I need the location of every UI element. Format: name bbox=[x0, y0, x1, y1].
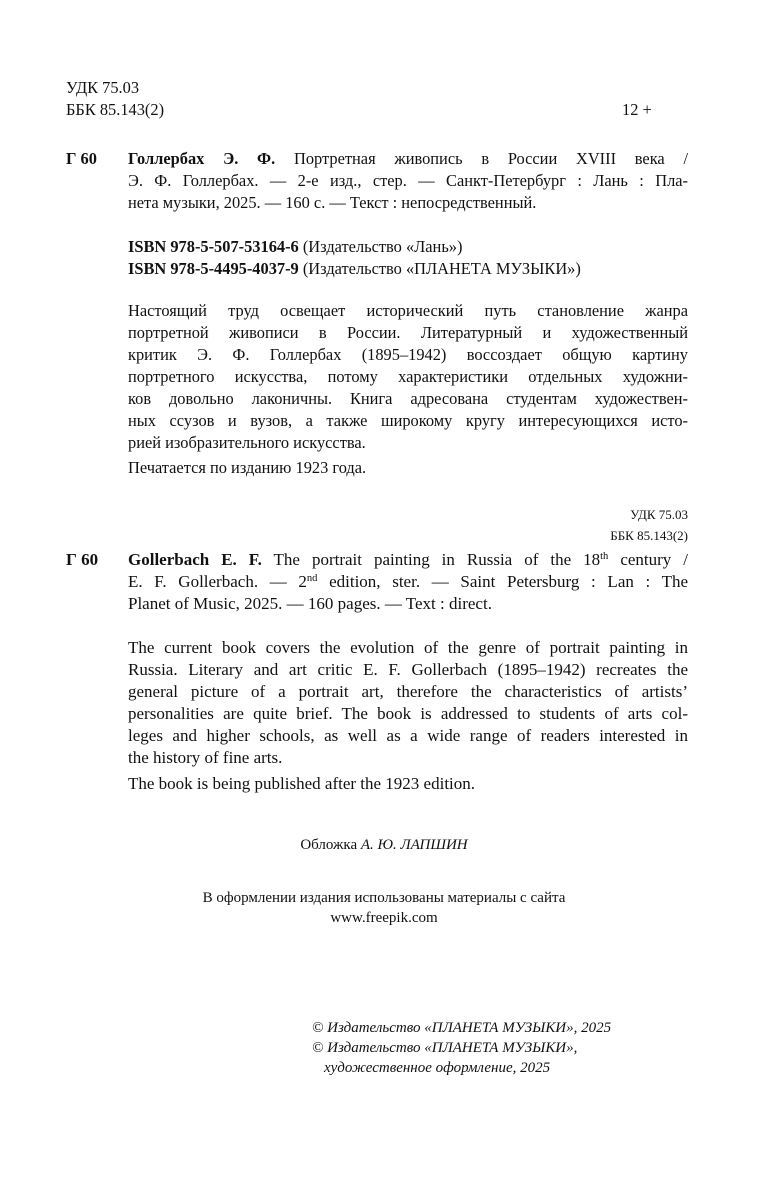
materials-note-url: www.freepik.com bbox=[330, 910, 438, 926]
ru-index-text: Г 60 bbox=[66, 149, 97, 168]
copyright-line-1: © Издательство «ПЛАНЕТА МУЗЫКИ», 2025 bbox=[312, 1020, 612, 1036]
en-abstract-line: the history of fine arts. bbox=[128, 748, 283, 767]
cover-designer-name: А. Ю. ЛАПШИН bbox=[360, 837, 468, 853]
ru-reprint-note: Печатается по изданию 1923 года. bbox=[128, 458, 367, 477]
en-index bbox=[66, 549, 98, 571]
ru-abstract-line: рией изобразительного искусства. bbox=[128, 433, 366, 452]
ru-abstract bbox=[128, 300, 688, 454]
ru-index bbox=[66, 148, 97, 170]
copyright-line-3: художественное оформление, 2025 bbox=[324, 1060, 551, 1076]
en-title-end: century / bbox=[620, 550, 688, 569]
cover-credit-label: Обложка bbox=[300, 837, 358, 853]
ru-author: Голлербах Э. Ф. bbox=[128, 149, 276, 168]
en-abstract-line: personalities are quite brief. The book is addressed to students of arts col- bbox=[128, 704, 688, 723]
en-edition-part: E. F. Gollerbach. — 2 bbox=[128, 572, 307, 591]
ru-entry-line-1 bbox=[128, 148, 688, 170]
cover-credit bbox=[0, 835, 768, 855]
en-entry-line-1 bbox=[128, 549, 688, 571]
en-bibliographic-entry bbox=[128, 549, 688, 615]
en-edition-end: edition, ster. — Saint Petersburg : Lan : The bbox=[329, 572, 689, 591]
ru-entry-line-3: нета музыки, 2025. — 160 с. — Текст : непосредственный. bbox=[128, 193, 537, 212]
copyright-line-2: © Издательство «ПЛАНЕТА МУЗЫКИ», bbox=[312, 1040, 578, 1056]
ru-bibliographic-entry bbox=[128, 148, 688, 214]
ru-isbn-2 bbox=[128, 258, 581, 280]
en-abstract-line: The current book covers the evolution of the genre of portrait painting in bbox=[128, 638, 688, 657]
ru-abstract-line: портретного искусства, потому характеристики отдельных художни- bbox=[128, 367, 688, 386]
isbn-1-publisher: (Издательство «Лань») bbox=[302, 237, 463, 256]
isbn-2-publisher: (Издательство «ПЛАНЕТА МУЗЫКИ») bbox=[302, 259, 581, 278]
en-title-sup: th bbox=[600, 551, 609, 563]
en-abstract bbox=[128, 637, 688, 769]
isbn-1-number: ISBN 978-5-507-53164-6 bbox=[128, 237, 299, 256]
copyright-block bbox=[312, 1018, 611, 1078]
ru-entry-line-2: Э. Ф. Голлербах. — 2-е изд., стер. — Санкт-Петербург : Лань : Пла- bbox=[128, 171, 688, 190]
en-abstract-line: Russia. Literary and art critic E. F. Gollerbach (1895–1942) recreates the bbox=[128, 660, 688, 679]
udk-top: УДК 75.03 bbox=[66, 78, 140, 97]
bbk-mid: ББК 85.143(2) bbox=[610, 528, 688, 543]
en-entry-line-2 bbox=[128, 571, 688, 593]
en-title-part: The portrait painting in Russia of the 18 bbox=[273, 550, 601, 569]
ru-abstract-line: критик Э. Ф. Голлербах (1895–1942) воссоздает общую картину bbox=[128, 345, 688, 364]
en-index-text: Г 60 bbox=[66, 550, 99, 569]
en-abstract-line: general picture of a portrait art, therefore the characteristics of artists’ bbox=[128, 682, 688, 701]
en-entry-line-3: Planet of Music, 2025. — 160 pages. — Text : direct. bbox=[128, 594, 492, 613]
ru-isbn-1 bbox=[128, 236, 581, 258]
bbk-top: ББК 85.143(2) bbox=[66, 100, 165, 119]
isbn-2-number: ISBN 978-5-4495-4037-9 bbox=[128, 259, 299, 278]
ru-isbn-block bbox=[128, 236, 581, 280]
ru-title: Портретная живопись в России XVIII века / bbox=[294, 149, 689, 168]
ru-abstract-line: ных ссузов и вузов, а также широкому кругу интересующихся исто- bbox=[128, 411, 688, 430]
udk-mid: УДК 75.03 bbox=[630, 507, 688, 522]
en-edition-sup: nd bbox=[306, 573, 318, 585]
en-abstract-line: leges and higher schools, as well as a wide range of readers interested in bbox=[128, 726, 688, 745]
ru-abstract-line: портретной живописи в России. Литературный и художественный bbox=[128, 323, 688, 342]
en-reprint-note: The book is being published after the 1923 edition. bbox=[128, 774, 476, 793]
ru-abstract-line: ков довольно лаконичны. Книга адресована студентам художествен- bbox=[128, 389, 688, 408]
materials-note bbox=[0, 888, 768, 928]
en-author: Gollerbach E. F. bbox=[128, 550, 262, 569]
age-rating: 12 + bbox=[622, 100, 652, 119]
materials-note-line-1: В оформлении издания использованы материалы с сайта bbox=[202, 890, 566, 906]
ru-abstract-line: Настоящий труд освещает исторический путь становление жанра bbox=[128, 301, 688, 320]
